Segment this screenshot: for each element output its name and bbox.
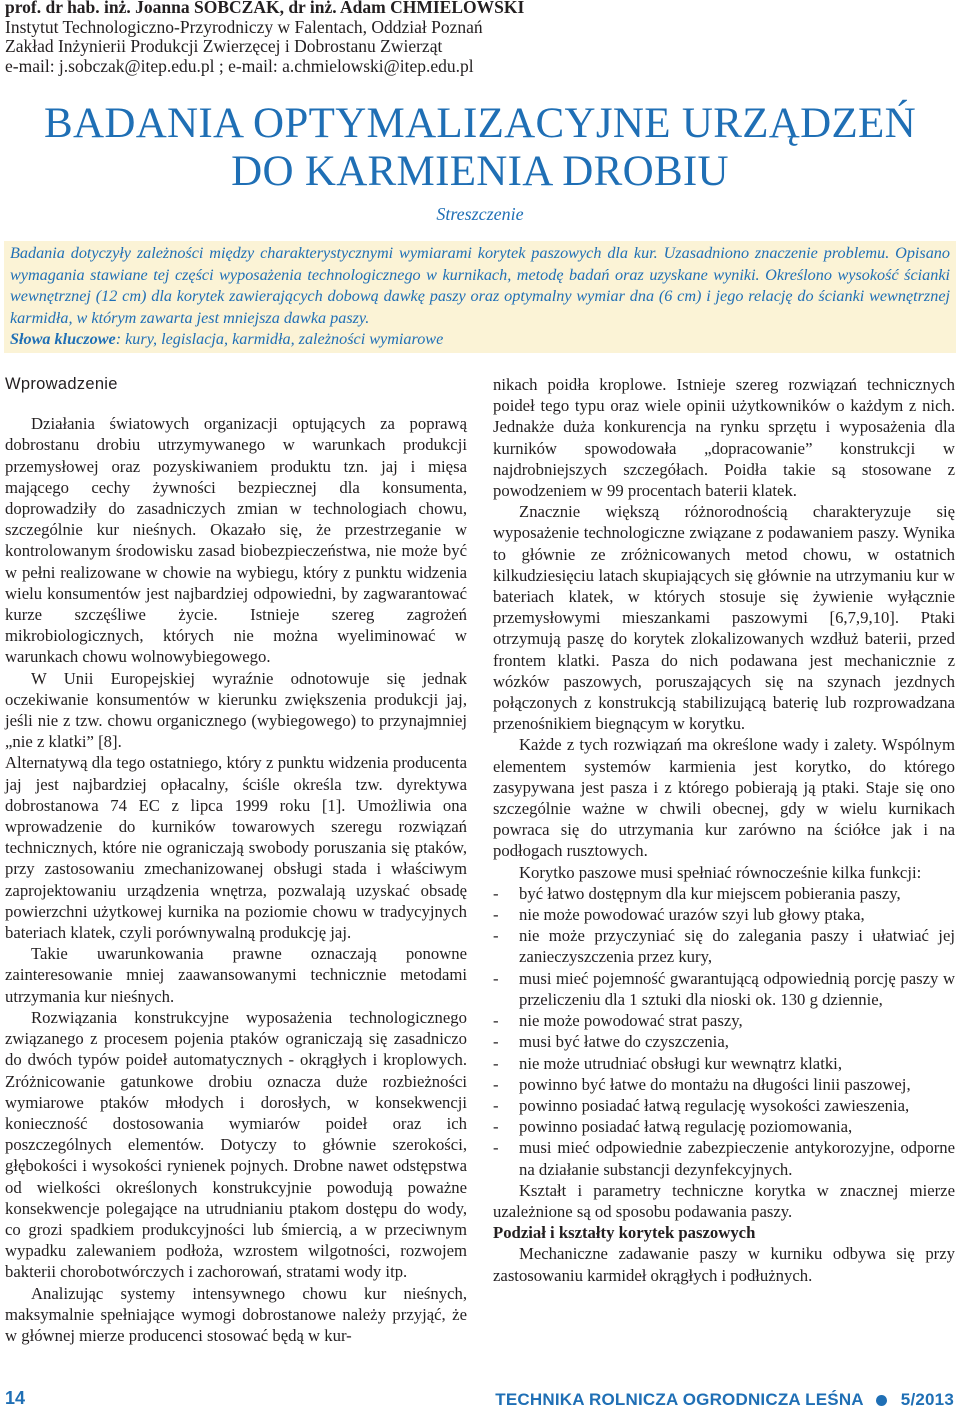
list-item: - nie może powodować strat paszy,: [493, 1011, 743, 1031]
list-item: - nie może powodować urazów szyi lub głowy ptaka,: [493, 905, 865, 925]
paragraph: Rozwiązania konstrukcyjne wyposażenia technologicznego związanego z procesem pojenia ptaków ograniczają się zasadniczo do dwóch typów poideł automatycznych - okrągłych i kroplowych. Zróżnicowanie gatunkowe drobiu oznacza duże rozbieżności wymiarowe ptaków młodych i dorosłych, w konsekwencji konieczność dostosowania wymiarów poideł oraz ich poszczególnych elementów. Dotyczy to głównie szerokości, głębokości i wysokości rynienek pojnych. Drobne nawet odstępstwa od wielkości określonych konstrukcyjnie powodują poważne konsekwencje polegające na utrudnianiu ptakom dostępu do wody, co grozi spadkiem produkcyjności lub śmiercią, a w przeciwnym wypadku zalewaniem podłoża, wzrostem wilgotności, rozwojem bakterii chorobotwórczych i zachorowań, stratami wody itp.: [5, 1007, 467, 1282]
title-line-2: DO KARMIENIA DROBIU: [231, 148, 729, 195]
list-item: - być łatwo dostępnym dla kur miejscem pobierania paszy,: [493, 883, 901, 903]
list-item: - nie może przyczyniać się do zalegania paszy i ułatwiać jej zanieczyszczenia przez kury,: [493, 926, 955, 967]
paragraph: Korytko paszowe musi spełniać równocześnie kilka funkcji:: [519, 862, 922, 882]
article-title: [0, 100, 960, 196]
paragraph: W Unii Europejskiej wyraźnie odnotowuje się jednak oczekiwanie konsumentów w kierunku zwiększenia produkcji jaj, jeśli nie z tzw. chowu organicznego (wybiegowego) to przynajmniej „nie z klatki” [8].: [5, 668, 467, 752]
list-item: - powinno być łatwe do montażu na długości linii paszowej,: [493, 1074, 911, 1094]
title-line-1: BADANIA OPTYMALIZACYJNE URZĄDZEŃ: [44, 100, 916, 147]
keywords-text: : kury, legislacja, karmidła, zależności wymiarowe: [115, 330, 444, 348]
list-item: - powinno posiadać łatwą regulację poziomowania,: [493, 1117, 853, 1137]
journal-name: TECHNIKA ROLNICZA OGRODNICZA LEŚNA: [495, 1390, 864, 1409]
list-item: - musi być łatwe do czyszczenia,: [493, 1032, 729, 1052]
list-item: - musi mieć pojemność gwarantującą odpowiednią porcję paszy w przeliczeniu dla 1 sztuki dla nioski ok. 130 g dziennie,: [493, 968, 955, 1009]
paragraph: Alternatywą dla tego ostatniego, który z punktu widzenia producenta jaj jest najbardziej opłacalny, ściśle określa tzw. dyrektywa dobrostanowa 74 EC z lipca 1999 roku [1]. Umożliwia ona wprowadzenie do kurników towarowych szeregu rozwiązań technicznych, które nie ograniczają swobody poruszania się ptaków, przy zastosowaniu zmechanizowanej obsługi stada i właściwym zaprojektowaniu urządzenia wnętrza, pozwalają uzyskać obsadę powierzchni użytkowej kurnika na poziomie chowu w tradycyjnych bateriach klatek, czyli porównywalną produkcję jaj.: [5, 753, 467, 943]
abstract-box: [4, 241, 956, 353]
right-column: [493, 374, 955, 1286]
journal-footer: [495, 1390, 954, 1410]
abstract-text: Badania dotyczyły zależności między charakterystycznymi wymiarami korytek paszowych dla kur. Uzasadniono znaczenie problemu. Opisano wymagania stawiane tej części wyposażenia technologicznego w kurnikach, metodę badań oraz uzyskane wyniki. Określono wysokość ścianki wewnętrznej (12 cm) dla korytek zawierających dobową dawkę paszy oraz optymalny wymiar dna (6 cm) i jego relację do ścianki wewnętrznej karmidła, w którym zawarta jest mniejsza dawka paszy.: [10, 244, 950, 327]
bullet-dot-icon: [876, 1395, 887, 1406]
institute: Instytut Technologiczno-Przyrodniczy w Falentach, Oddział Poznań: [5, 16, 483, 37]
list-item: - nie może utrudniać obsługi kur wewnątrz klatki,: [493, 1053, 842, 1073]
paragraph: Mechaniczne zadawanie paszy w kurniku odbywa się przy zastosowaniu karmideł okrągłych i podłużnych.: [493, 1244, 955, 1285]
paragraph: Działania światowych organizacji optujących za poprawą dobrostanu drobiu utrzymywanego w warunkach produkcji przemysłowej oraz pozyskiwaniem produktu tzn. jaj i mięsa mającego cechy żywności bezpiecznej dla konsumenta, doprowadziły do zasadniczych zmian w technologiach chowu, szczególnie kur nieśnych. Okazało się, że przestrzeganie w kontrolowanym środowisku zasad biobezpieczeństwa, nie może być w pełni realizowane w chowie na wybiegu, który z punktu widzenia wielu konsumentów jest najbardziej odpowiedni, by zagwarantować kurze szczęśliwe życie. Istnieje szereg zagrożeń mikrobiologicznych, których nie można wyeliminować w warunkach chowu wolnowybiegowego.: [5, 414, 467, 667]
list-item: - powinno posiadać łatwą regulację wysokości zawieszenia,: [493, 1095, 910, 1115]
abstract-heading: Streszczenie: [436, 204, 524, 224]
page-number: 14: [5, 1388, 26, 1408]
keywords-label: Słowa kluczowe: [10, 330, 116, 348]
paragraph: Każde z tych rozwiązań ma określone wady i zalety. Wspólnym elementem systemów karmienia jest korytko, do którego zasypywana jest pasza i z którego pobierają ją ptaki. Staje się ono szczególnie ważne w chwili obecnej, gdy w wielu kurnikach powraca się do utrzymania kur zarówno na ściółce jak i na podłogach rusztowych.: [493, 735, 955, 861]
authors: prof. dr hab. inż. Joanna SOBCZAK, dr inż. Adam CHMIELOWSKI: [5, 0, 525, 17]
department: Zakład Inżynierii Produkcji Zwierzęcej i Dobrostanu Zwierząt: [5, 36, 443, 56]
paragraph-continuation: nikach poidła kroplowe. Istnieje szereg rozwiązań technicznych poideł tego typu oraz wiele opinii użytkowników o każdym z nich. Jednakże duża konkurencja na rynku sprzętu i wyposażenia dla kurników spowodowała „dopracowanie” konstrukcji w najdrobniejszych szczegółach. Poidła takie są stosowane z powodzeniem w 99 procentach baterii klatek.: [493, 375, 955, 501]
paragraph: Znacznie większą różnorodnością charakteryzuje się wyposażenie technologiczne związane z podawaniem paszy. Wynika to głównie ze zróżnicowanych metod chowu, w ostatnich kilkudziesięciu latach skupiających się głównie na utrzymaniu kur w bateriach klatek, w których stosuje się żywienie wyłącznie przemysłowymi mieszankami paszowymi [6,7,9,10]. Ptaki otrzymują paszę do korytek zlokalizowanych wzdłuż baterii, przed frontem klatki. Pasza do nich podawana jest mechanicznie z wózków paszowych, poruszających się na szynach jezdnych połączonych z konstrukcją stabilizującą baterię lub rozprowadzana przenośnikiem biegnącym w korytku.: [493, 502, 955, 734]
journal-issue: 5/2013: [900, 1390, 954, 1409]
section-title-trough-types: Podział i kształty korytek paszowych: [493, 1223, 756, 1243]
paragraph: Takie uwarunkowania prawne oznaczają ponowne zainteresowanie mniej zaawansowanymi technicznie metodami utrzymania kur nieśnych.: [5, 944, 467, 1006]
requirements-list: [493, 883, 955, 1180]
author-emails: e-mail: j.sobczak@itep.edu.pl ; e-mail: a.chmielowski@itep.edu.pl: [5, 55, 474, 76]
section-title-introduction: Wprowadzenie: [5, 375, 118, 393]
paragraph: Kształt i parametry techniczne korytka w znacznej mierze uzależnione są od sposobu podawania paszy.: [493, 1180, 955, 1221]
left-column: [5, 374, 467, 1346]
list-item: - musi mieć odpowiednie zabezpieczenie antykorozyjne, odporne na działanie substancji dezynfekcyjnych.: [493, 1138, 955, 1179]
article-header: [5, 0, 955, 76]
paragraph: Analizując systemy intensywnego chowu kur nieśnych, maksymalnie spełniające wymogi dobrostanowe należy przyjąć, że w głównej mierze producenci stosować będą w kur-: [5, 1283, 467, 1345]
